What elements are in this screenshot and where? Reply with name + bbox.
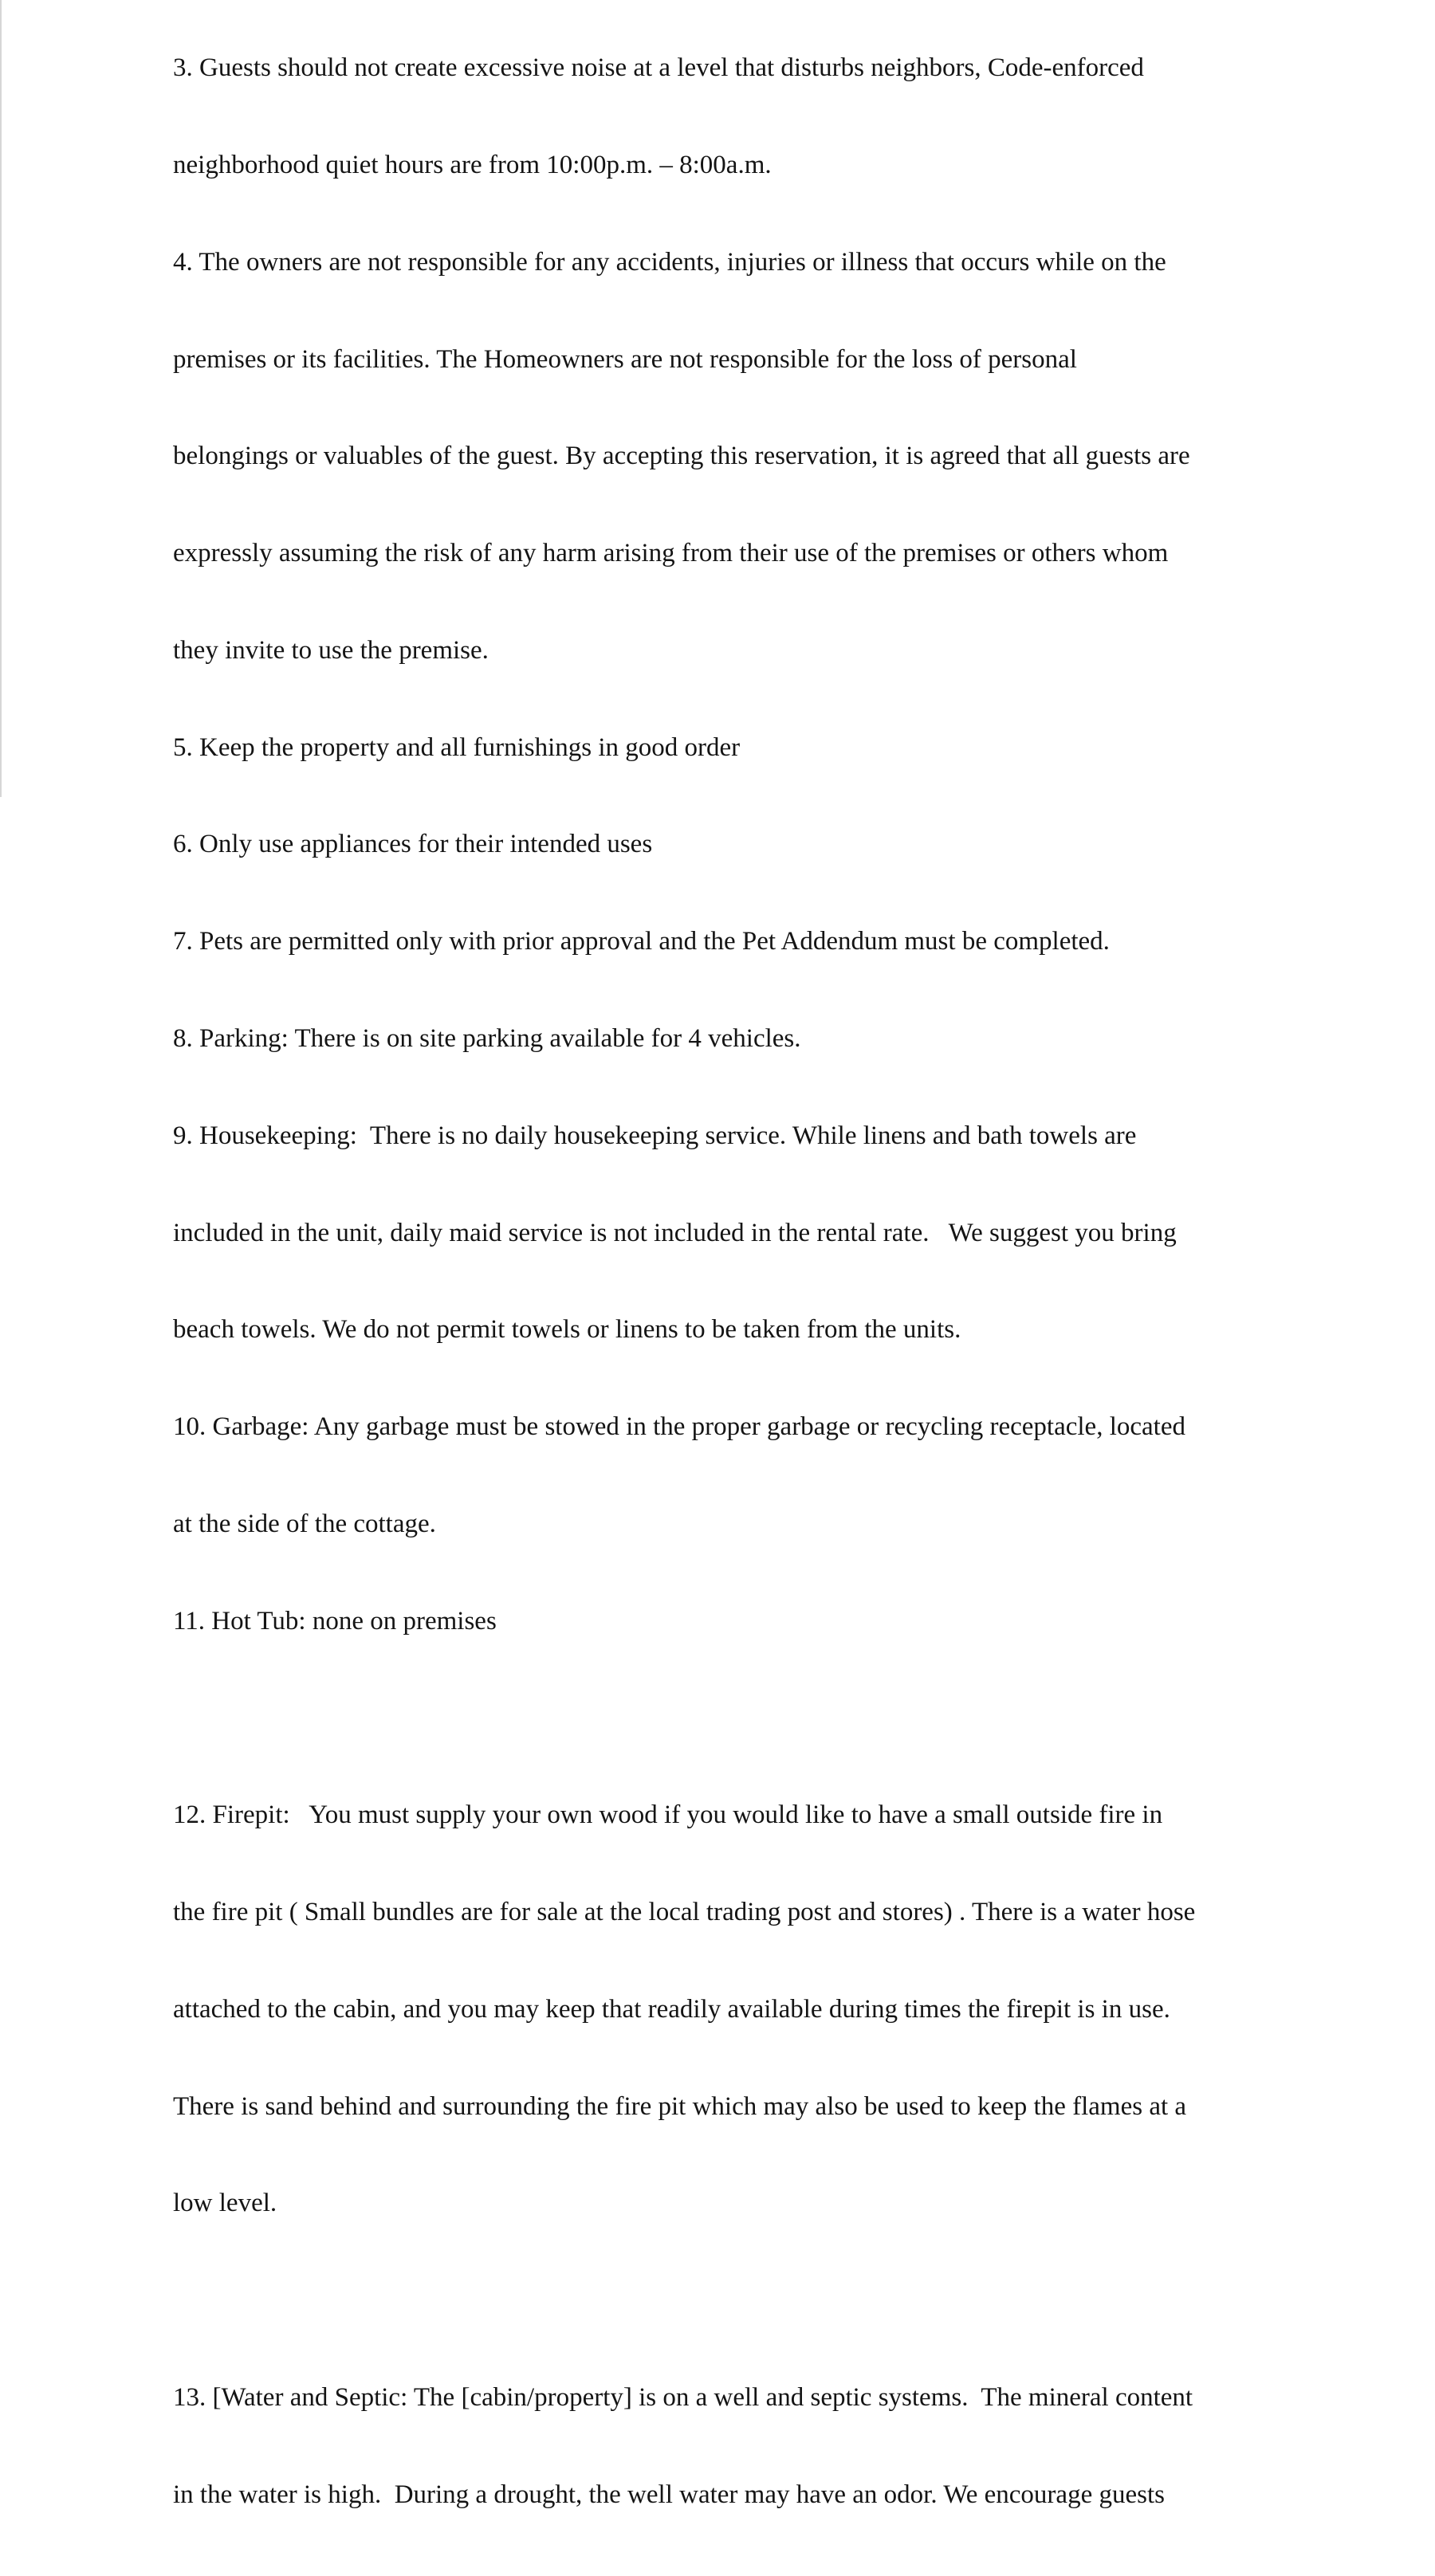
text-line: they invite to use the premise. [173,635,489,665]
text-line: expressly assuming the risk of any harm arising from their use of the premises or others whom [173,539,1169,568]
text-line: 8. Parking: There is on site parking available for 4 vehicles. [173,1024,801,1053]
text-line: premises or its facilities. The Homeowners are not responsible for the loss of personal [173,344,1077,374]
text-line: at the side of the cottage. [173,1509,436,1538]
text-line: low level. [173,2189,277,2218]
text-line: 9. Housekeeping: There is no daily housekeeping service. While linens and bath towels are [173,1121,1137,1150]
text-line: 11. Hot Tub: none on premises [173,1606,497,1636]
text-line: 4. The owners are not responsible for any accidents, injuries or illness that occurs while on the [173,247,1166,277]
text-line: 3. Guests should not create excessive noise at a level that disturbs neighbors, Code-enforced [173,53,1144,83]
rules-text-block [173,0,1289,2576]
text-line: in the water is high. During a drought, the well water may have an odor. We encourage guests [173,2480,1165,2509]
text-line: 6. Only use appliances for their intended uses [173,830,653,859]
text-line: 13. [Water and Septic: The [cabin/property] is on a well and septic systems. The mineral content [173,2382,1193,2412]
text-line: beach towels. We do not permit towels or linens to be taken from the units. [173,1315,961,1345]
text-line: the fire pit ( Small bundles are for sale at the local trading post and stores) . There is a water hose [173,1898,1196,1927]
text-line: 10. Garbage: Any garbage must be stowed in the proper garbage or recycling receptacle, located [173,1412,1185,1442]
text-line: belongings or valuables of the guest. By accepting this reservation, it is agreed that all guests are [173,442,1190,471]
blank-line [173,2284,1289,2317]
text-line: There is sand behind and surrounding the fire pit which may also be used to keep the flames at a [173,2091,1187,2121]
text-line: 7. Pets are permitted only with prior approval and the Pet Addendum must be completed. [173,927,1110,956]
text-line: included in the unit, daily maid service is not included in the rental rate. We suggest you bring [173,1218,1177,1247]
text-line: 12. Firepit: You must supply your own wood if you would like to have a small outside fire in [173,1800,1163,1830]
text-line: 5. Keep the property and all furnishings in good order [173,732,741,762]
text-line: attached to the cabin, and you may keep that readily available during times the firepit is in use. [173,1994,1170,2024]
blank-line [173,1702,1289,1734]
text-line: neighborhood quiet hours are from 10:00p.m. – 8:00a.m. [173,150,772,179]
